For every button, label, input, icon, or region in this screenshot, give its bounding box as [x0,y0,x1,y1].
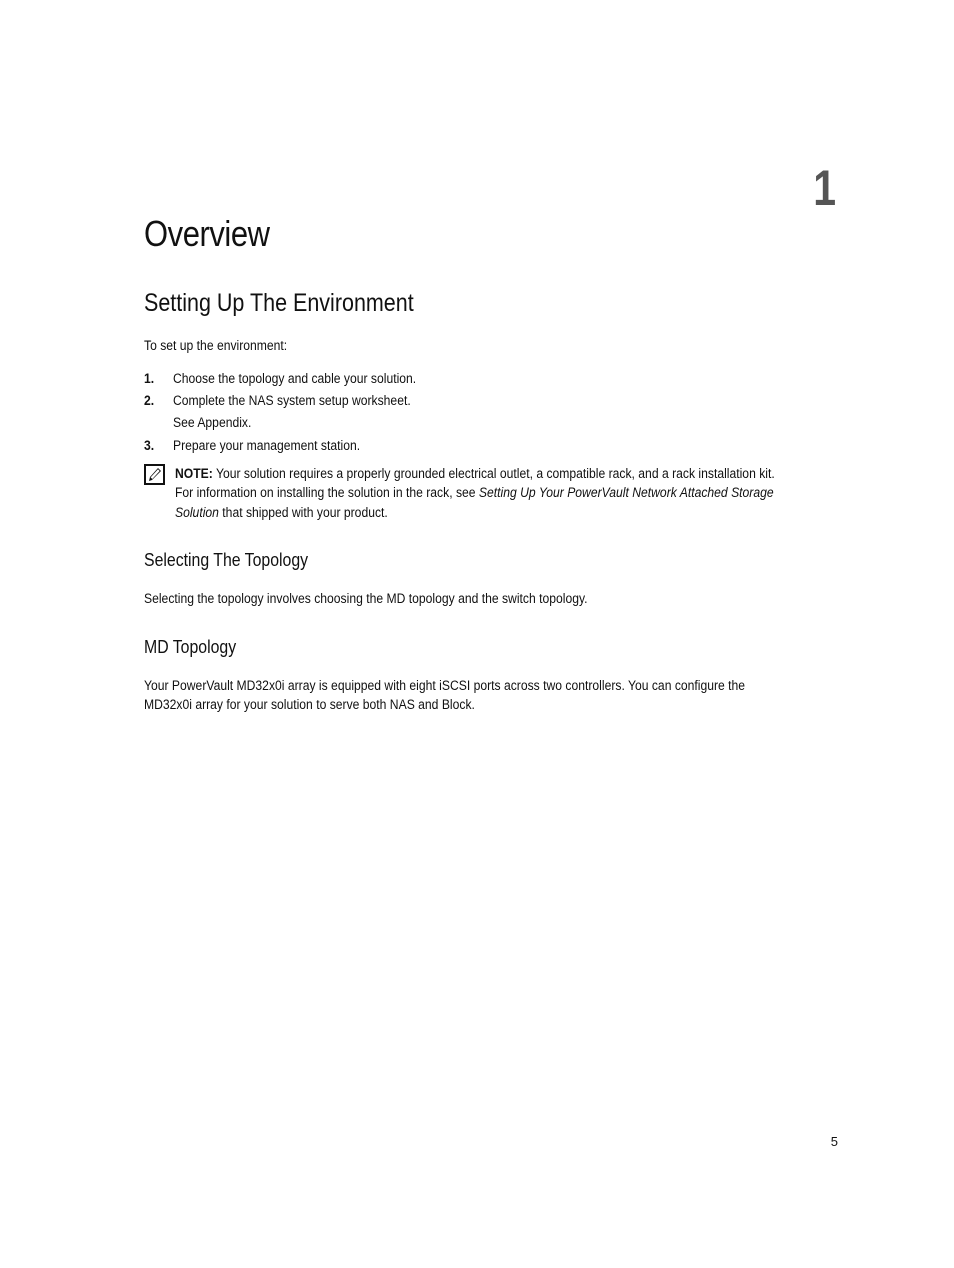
note-doc-title: Setting Up Your PowerVault Network Attached Storage [478,485,774,500]
note-doc-title: Solution [175,505,219,520]
step-text: Prepare your management station. [173,438,361,453]
paragraph: Selecting the topology involves choosing the MD topology and the switch topology. [144,591,588,606]
section-intro: To set up the environment: [144,338,288,353]
subsection-heading: Selecting The Topology [144,550,309,570]
subsection-heading: MD Topology [144,637,237,657]
note-text: For information on installing the solution in the rack, see [175,485,476,500]
chapter-number: 1 [813,160,836,216]
note-label: NOTE: [175,466,213,481]
note-text: that shipped with your product. [222,505,388,520]
page-number: 5 [830,1134,838,1149]
step-number: 1. [144,371,155,386]
step-text: Choose the topology and cable your solution. [173,371,417,386]
chapter-title: Overview [144,213,270,254]
step-subtext: See Appendix. [173,415,252,430]
note-line [175,464,775,483]
note-text: Your solution requires a properly grounded electrical outlet, a compatible rack, and a rack installation kit. [215,466,775,481]
paragraph-line: Your PowerVault MD32x0i array is equipped with eight iSCSI ports across two controllers. You can configure the [144,678,746,693]
step-text: Complete the NAS system setup worksheet. [173,393,411,408]
note-line [175,503,388,522]
paragraph-line: MD32x0i array for your solution to serve both NAS and Block. [144,697,475,712]
pencil-note-icon [144,464,165,485]
step-number: 3. [144,438,155,453]
note-line [175,483,774,502]
section-heading: Setting Up The Environment [144,289,414,317]
step-number: 2. [144,393,155,408]
